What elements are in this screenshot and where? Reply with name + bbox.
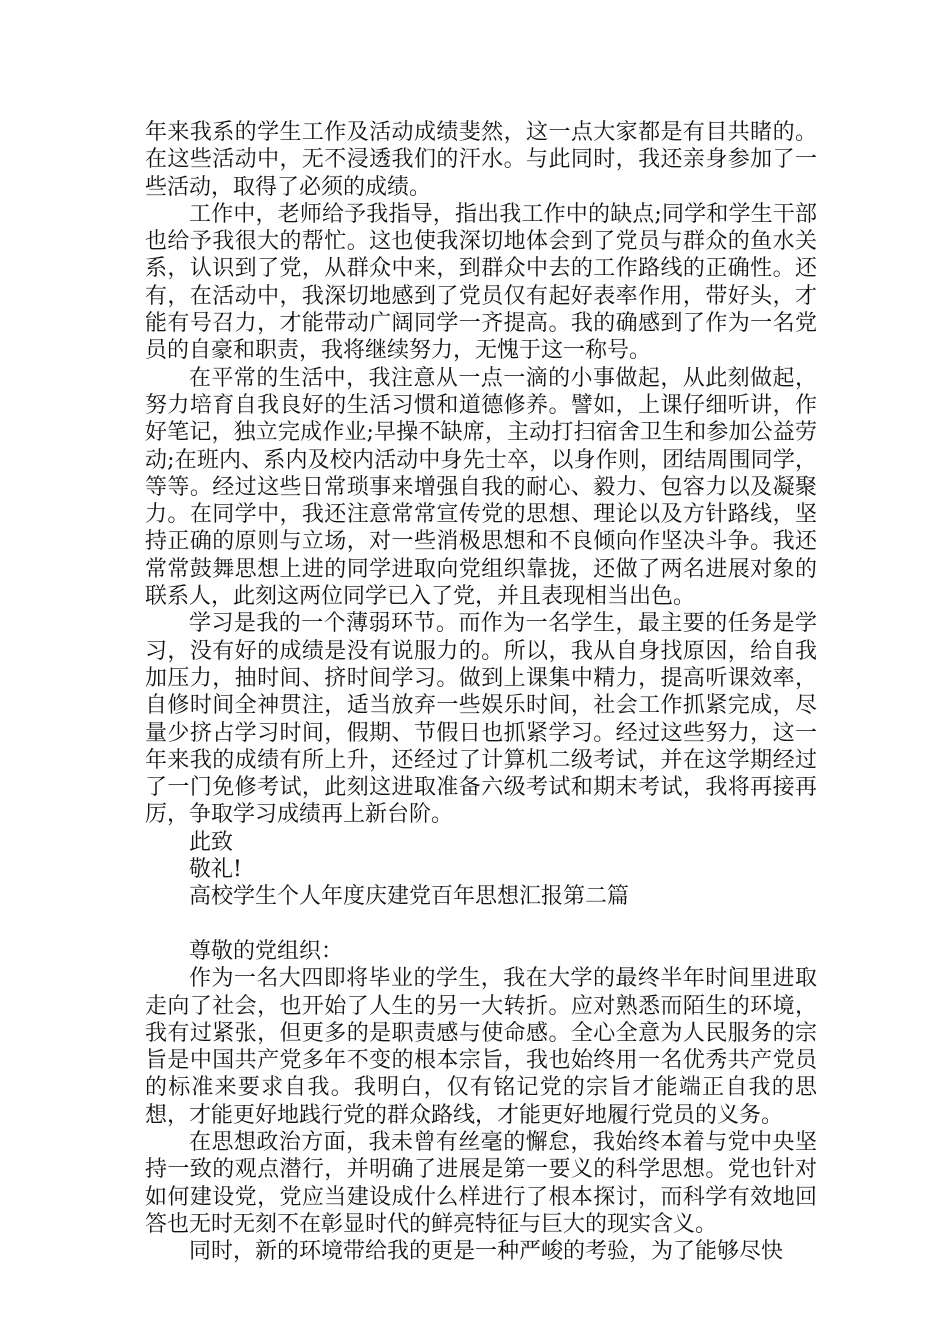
paragraph: 年来我系的学生工作及活动成绩斐然，这一点大家都是有目共睹的。在这些活动中，无不浸透我们的汗水。与此同时，我还亲身参加了一些活动，取得了必须的成绩。 <box>145 120 817 200</box>
paragraph: 作为一名大四即将毕业的学生，我在大学的最终半年时间里进取走向了社会，也开始了人生的另一大转折。应对熟悉而陌生的环境，我有过紧张，但更多的是职责感与使命感。全心全意为人民服务的宗旨是中国共产党多年不变的根本宗旨，我也始终用一名优秀共产党员的标准来要求自我。我明白，仅有铭记党的宗旨才能端正自我的思想，才能更好地践行党的群众路线，才能更好地履行党员的义务。 <box>145 966 817 1128</box>
blank-line <box>145 911 817 938</box>
paragraph: 在平常的生活中，我注意从一点一滴的小事做起，从此刻做起，努力培育自我良好的生活习惯和道德修养。譬如，上课仔细听讲，作好笔记，独立完成作业;早操不缺席，主动打扫宿舍卫生和参加公益劳动;在班内、系内及校内活动中身先士卒，以身作则，团结周围同学，等等。经过这些日常琐事来增强自我的耐心、毅力、包容力以及凝聚力。在同学中，我还注意常常宣传党的思想、理论以及方针路线，坚持正确的原则与立场，对一些消极思想和不良倾向作坚决斗争。我还常常鼓舞思想上进的同学进取向党组织靠拢，还做了两名进展对象的联系人，此刻这两位同学已入了党，并且表现相当出色。 <box>145 365 817 610</box>
paragraph: 学习是我的一个薄弱环节。而作为一名学生，最主要的任务是学习，没有好的成绩是没有说服力的。所以，我从自身找原因，给自我加压力，抽时间、挤时间学习。做到上课集中精力，提高听课效率，自修时间全神贯注，适当放弃一些娱乐时间，社会工作抓紧完成，尽量少挤占学习时间，假期、节假日也抓紧学习。经过这些努力，这一年来我的成绩有所上升，还经过了计算机二级考试，并在这学期经过了一门免修考试，此刻这进取准备六级考试和期末考试，我将再接再厉，争取学习成绩再上新台阶。 <box>145 611 817 828</box>
paragraph: 同时，新的环境带给我的更是一种严峻的考验，为了能够尽快 <box>189 1239 784 1265</box>
closing-line: 敬礼! <box>189 857 242 883</box>
paragraph: 在思想政治方面，我未曾有丝毫的懈怠，我始终本着与党中央坚持一致的观点潜行，并明确了进展是第一要义的科学思想。党也针对如何建设党，党应当建设成什么样进行了根本探讨，而科学有效地回答也无时无刻不在彰显时代的鲜亮特征与巨大的现实含义。 <box>145 1129 817 1237</box>
salutation: 尊敬的党组织： <box>189 938 344 964</box>
second-article-title: 高校学生个人年度庆建党百年思想汇报第二篇 <box>189 884 630 910</box>
paragraph: 工作中，老师给予我指导，指出我工作中的缺点;同学和学生干部也给予我很大的帮忙。这也使我深切地体会到了党员与群众的鱼水关系，认识到了党，从群众中来，到群众中去的工作路线的正确性。还有，在活动中，我深切地感到了党员仅有起好表率作用，带好头，才能有号召力，才能带动广阔同学一齐提高。我的确感到了作为一名党员的自豪和职责，我将继续努力，无愧于这一称号。 <box>145 201 817 364</box>
closing-line: 此致 <box>189 829 234 855</box>
document-page <box>145 119 817 1265</box>
